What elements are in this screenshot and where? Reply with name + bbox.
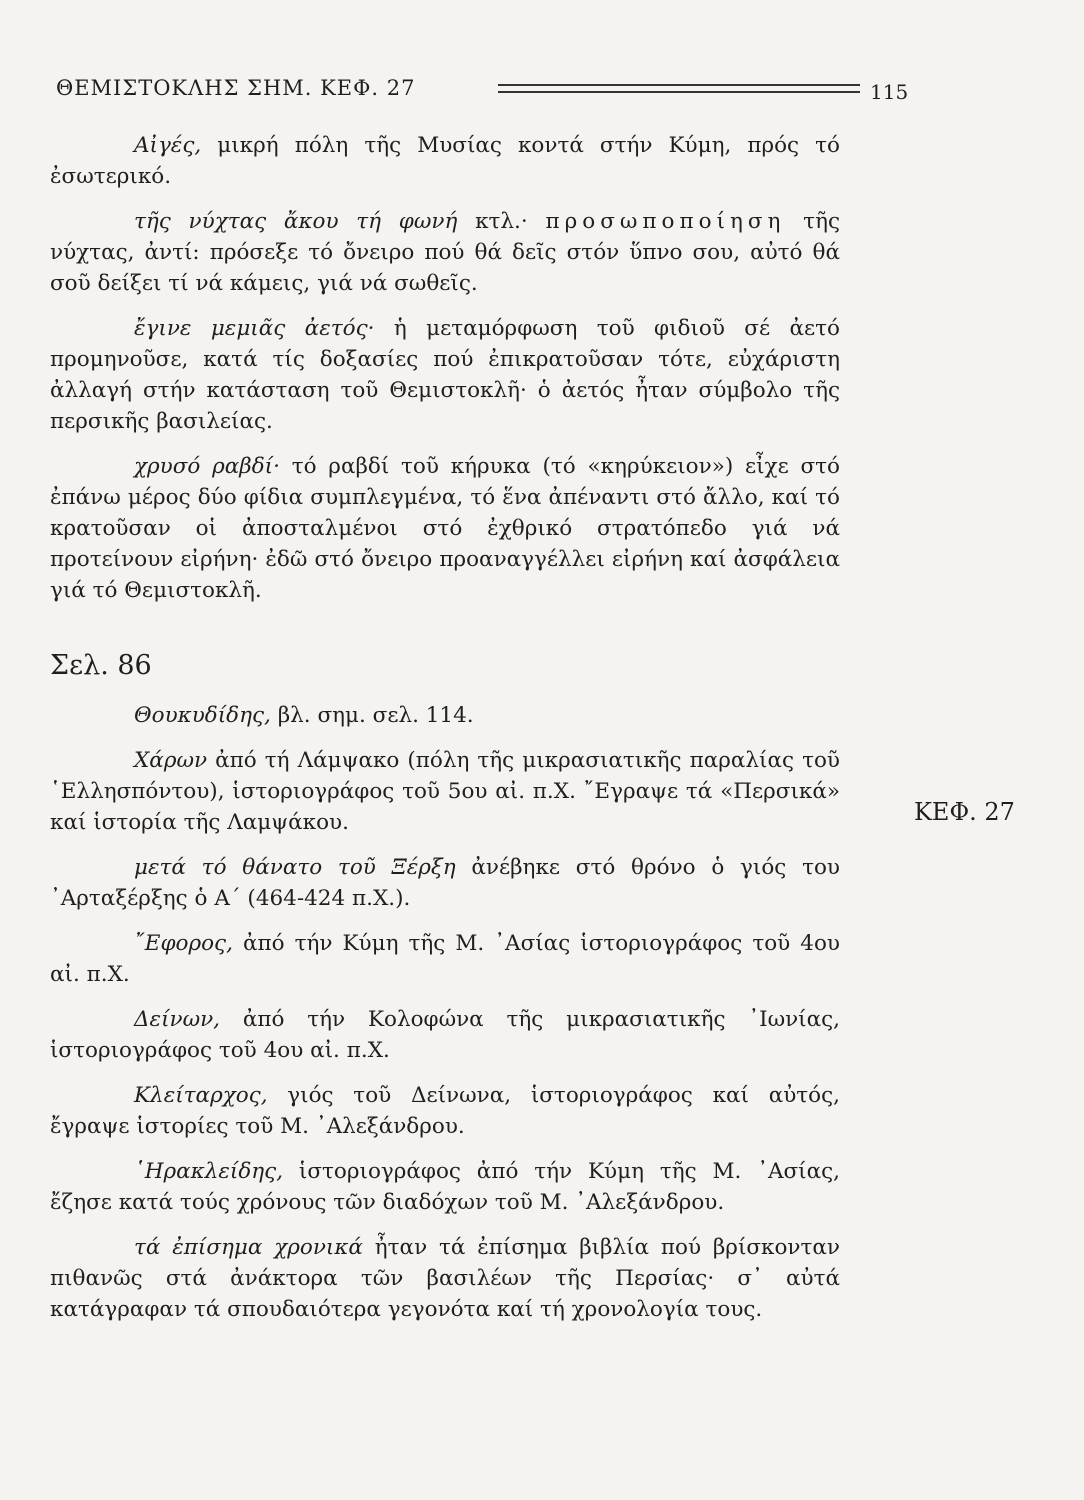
note-text: ἀπό τήν Κολοφώνα τῆς μικρασιατικῆς ᾽Ιωνίας, ἱστοριογράφος τοῦ 4ου αἰ. π.Χ. — [50, 1007, 840, 1063]
note-text: ἀπό τή Λάμψακο (πόλη τῆς μικρασιατικῆς παραλίας τοῦ ῾Ελλησπόντου), ἱστοριογράφος τοῦ 5ου αἰ. π.Χ. ῎Εγραψε τά «Περσικά» καί ἱστορία τῆς Λαμψάκου. — [50, 748, 840, 835]
note-term: χρυσό ραβδί· — [134, 454, 280, 479]
header-double-rule — [498, 84, 860, 93]
note-paragraph — [50, 206, 840, 299]
running-title: ΘΕΜΙΣΤΟΚΛΗΣ ΣΗΜ. ΚΕΦ. 27 — [56, 76, 416, 100]
page-number: 115 — [870, 80, 909, 104]
note-term: Δείνων, — [134, 1007, 220, 1032]
running-head — [56, 76, 909, 106]
note-term: ῾Ηρακλείδης, — [134, 1159, 284, 1184]
note-text: μικρή πόλη τῆς Μυσίας κοντά στήν Κύμη, πρός τό ἐσωτερικό. — [50, 133, 840, 189]
note-paragraph — [50, 451, 840, 606]
note-paragraph — [50, 928, 840, 990]
note-term: ἔγινε μεμιᾶς ἀετός· — [134, 316, 375, 341]
note-paragraph — [50, 1156, 840, 1218]
note-text: τῆς νύχτας, ἀντί: πρόσεξε τό ὄνειρο πού θά δεῖς στόν ὕπνο σου, αὐτό θά σοῦ δείξει τί νά κάμεις, γιά νά σωθεῖς. — [50, 209, 840, 296]
note-paragraph — [50, 745, 840, 838]
note-text: ἀπό τήν Κύμη τῆς Μ. ᾽Ασίας ἱστοριογράφος τοῦ 4ου αἰ. π.Χ. — [50, 931, 840, 987]
note-text: βλ. σημ. σελ. 114. — [270, 703, 474, 728]
section-heading: Σελ. 86 — [50, 650, 152, 681]
note-spaced-term: προσωποποίηση — [545, 209, 786, 234]
note-text: γιός τοῦ Δείνωνα, ἱστοριογράφος καί αὐτός, ἔγραψε ἱστορίες τοῦ Μ. ᾽Αλεξάνδρου. — [50, 1083, 840, 1139]
note-text: ἦταν τά ἐπίσημα βιβλία πού βρίσκονταν πιθανῶς στά ἀνάκτορα τῶν βασιλέων τῆς Περσίας· σ᾽ αὐτά κατάγραφαν τά σπουδαιότερα γεγονότα καί τή χρονολογία τους. — [50, 1235, 840, 1322]
note-paragraph — [50, 852, 840, 914]
note-term: Κλείταρχος, — [134, 1083, 268, 1108]
note-term: τά ἐπίσημα χρονικά — [134, 1235, 363, 1260]
note-term: τῆς νύχτας ἄκου τή φωνή — [134, 209, 458, 234]
note-text: κτλ.· — [457, 209, 528, 234]
note-term: μετά τό θάνατο τοῦ Ξέρξη — [134, 855, 456, 880]
note-paragraph — [50, 1004, 840, 1066]
note-text: ἡ μεταμόρφωση τοῦ φιδιοῦ σέ ἀετό προμηνοῦσε, κατά τίς δοξασίες πού ἐπικρατοῦσαν τότε, εὐχάριστη ἀλλαγή στήν κατάσταση τοῦ Θεμιστοκλῆ· ὁ ἀετός ἦταν σύμβολο τῆς περσικῆς βασιλείας. — [50, 316, 840, 434]
commentary-body — [50, 130, 840, 1339]
note-term: Χάρων — [134, 748, 208, 773]
note-paragraph — [50, 130, 840, 192]
note-paragraph — [50, 1232, 840, 1325]
note-text: ἱστοριογράφος ἀπό τήν Κύμη τῆς Μ. ᾽Ασίας, ἔζησε κατά τούς χρόνους τῶν διαδόχων τοῦ Μ. ᾽Αλεξάνδρου. — [50, 1159, 840, 1215]
note-paragraph — [50, 1080, 840, 1142]
note-paragraph — [50, 313, 840, 437]
note-term: Αἰγές, — [134, 133, 202, 158]
note-term: Θουκυδίδης, — [134, 703, 271, 728]
chapter-side-note: ΚΕΦ. 27 — [914, 798, 1015, 826]
note-term: ῎Εφορος, — [134, 931, 233, 956]
note-text: τό ραβδί τοῦ κήρυκα (τό «κηρύκειον») εἶχε στό ἐπάνω μέρος δύο φίδια συμπλεγμένα, τό ἕνα ἀπέναντι στό ἄλλο, καί τό κρατοῦσαν οἱ ἀποσταλμένοι στό ἐχθρικό στρατόπεδο γιά νά προτείνουν εἰρήνη· ἐδῶ στό ὄνειρο προαναγγέλλει εἰρήνη καί ἀσφάλεια γιά τό Θεμιστοκλῆ. — [50, 454, 840, 603]
note-text: ἀνέβηκε στό θρόνο ὁ γιός του ᾽Αρταξέρξης ὁ Α΄ (464-424 π.Χ.). — [50, 855, 840, 911]
note-paragraph — [50, 700, 840, 731]
